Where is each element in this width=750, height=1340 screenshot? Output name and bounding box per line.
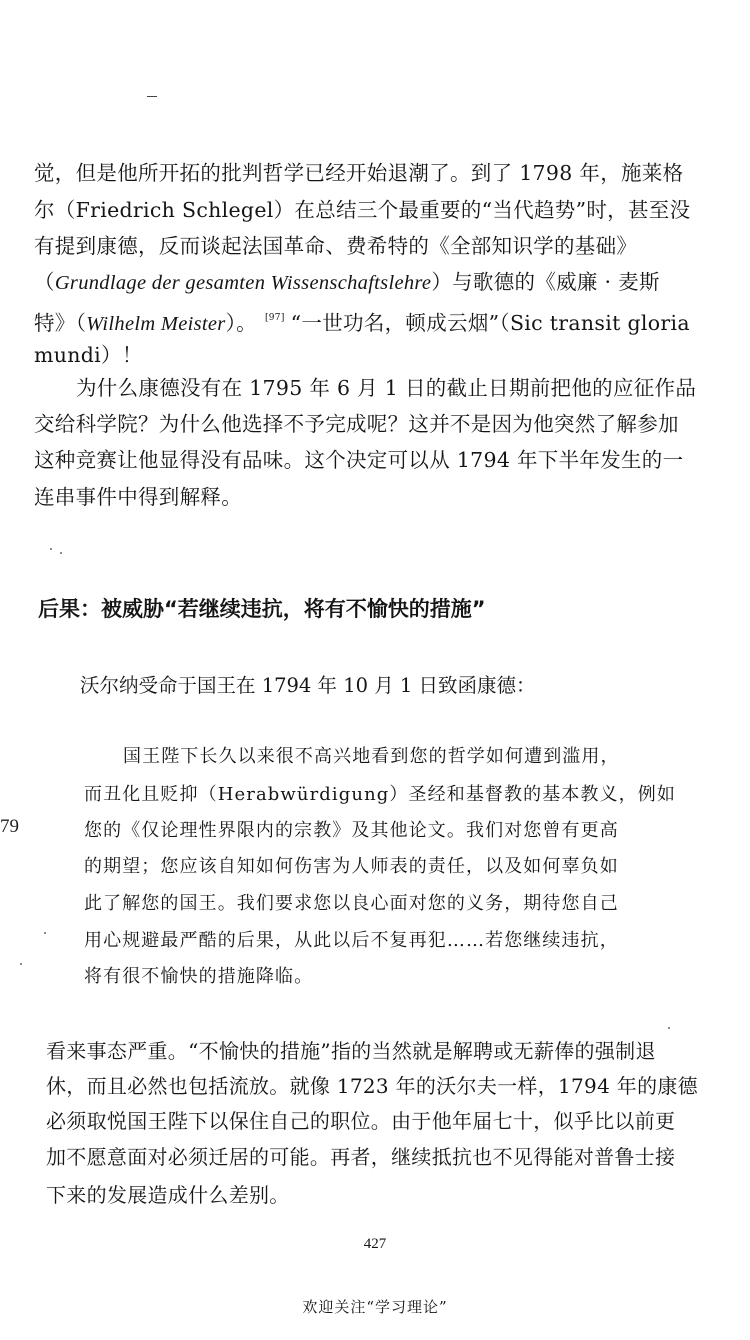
text-line: 连串事件中得到解释。 <box>34 485 242 509</box>
scan-speck <box>60 552 62 554</box>
text-line: 加不愿意面对必须迁居的可能。再者，继续抵抗也不见得能对普鲁士接 <box>46 1145 676 1169</box>
scan-speck <box>44 932 46 934</box>
text-line: 休，而且必然也包括流放。就像 1723 年的沃尔夫一样，1794 年的康德 <box>46 1074 698 1098</box>
footer-text: 欢迎关注“学习理论” <box>302 1298 448 1316</box>
text-run: 特》（ <box>34 311 87 335</box>
quote-line: 用心规避最严酷的后果，从此以后不复再犯……若您继续违抗， <box>84 930 619 951</box>
scan-speck <box>20 963 22 965</box>
text-line <box>34 303 690 339</box>
quote-line: 而丑化且贬抑（Herabwürdigung）圣经和基督教的基本教义，例如 <box>84 784 676 805</box>
text-line: 有提到康德，反而谈起法国革命、费希特的《全部知识学的基础》 <box>34 234 638 258</box>
margin-number: 79 <box>0 816 19 837</box>
text-run: ）。 <box>225 311 257 335</box>
text-line <box>34 267 660 298</box>
quote-line: 的期望；您应该自知如何伤害为人师表的责任，以及如何辜负如 <box>84 856 619 877</box>
open-paren: （ <box>34 270 55 294</box>
text-run: “一世功名，顿成云烟”（Sic transit gloria <box>290 311 690 335</box>
italic-title: Wilhelm Meister <box>86 313 226 335</box>
scan-speck <box>668 1027 670 1029</box>
quote-line: 您的《仅论理性界限内的宗教》及其他论文。我们对您曾有更高 <box>84 820 619 841</box>
text-line: 必须取悦国王陛下以保住自己的职位。由于他年届七十，似乎比以前更 <box>46 1109 676 1133</box>
scan-speck <box>50 548 52 550</box>
text-run: ）与歌德的《威廉 · 麦斯 <box>431 270 660 294</box>
text-line: 为什么康德没有在 1795 年 6 月 1 日的截止日期前把他的应征作品 <box>76 376 697 400</box>
text-line: 觉，但是他所开拓的批判哲学已经开始退潮了。到了 1798 年，施莱格 <box>34 161 684 185</box>
quote-line: 将有很不愉快的措施降临。 <box>84 966 314 987</box>
text-line: 尔（Friedrich Schlegel）在总结三个最重要的“当代趋势”时，甚至没 <box>34 198 691 222</box>
text-line: 看来事态严重。“不愉快的措施”指的当然就是解聘或无薪俸的强制退 <box>46 1039 656 1063</box>
text-line: 这种竞赛让他显得没有品味。这个决定可以从 1794 年下半年发生的一 <box>34 448 684 472</box>
footnote-marker: [97] <box>264 313 285 323</box>
quote-line: 国王陛下长久以来很不高兴地看到您的哲学如何遭到滥用， <box>123 746 620 767</box>
text-line: 交给科学院？为什么他选择不予完成呢？这并不是因为他突然了解参加 <box>34 412 679 436</box>
quote-line: 此了解您的国王。我们要求您以良心面对您的义务，期待您自己 <box>84 893 619 914</box>
intro-sentence: 沃尔纳受命于国王在 1794 年 10 月 1 日致函康德： <box>80 674 536 697</box>
section-heading: 后果：被威胁“若继续违抗，将有不愉快的措施” <box>38 597 486 621</box>
page-number: 427 <box>363 1236 387 1252</box>
scan-mark <box>147 96 157 97</box>
text-line: mundi）！ <box>34 343 143 367</box>
text-line: 下来的发展造成什么差别。 <box>46 1183 290 1207</box>
italic-title: Grundlage der gesamten Wissenschaftslehre <box>54 272 432 294</box>
